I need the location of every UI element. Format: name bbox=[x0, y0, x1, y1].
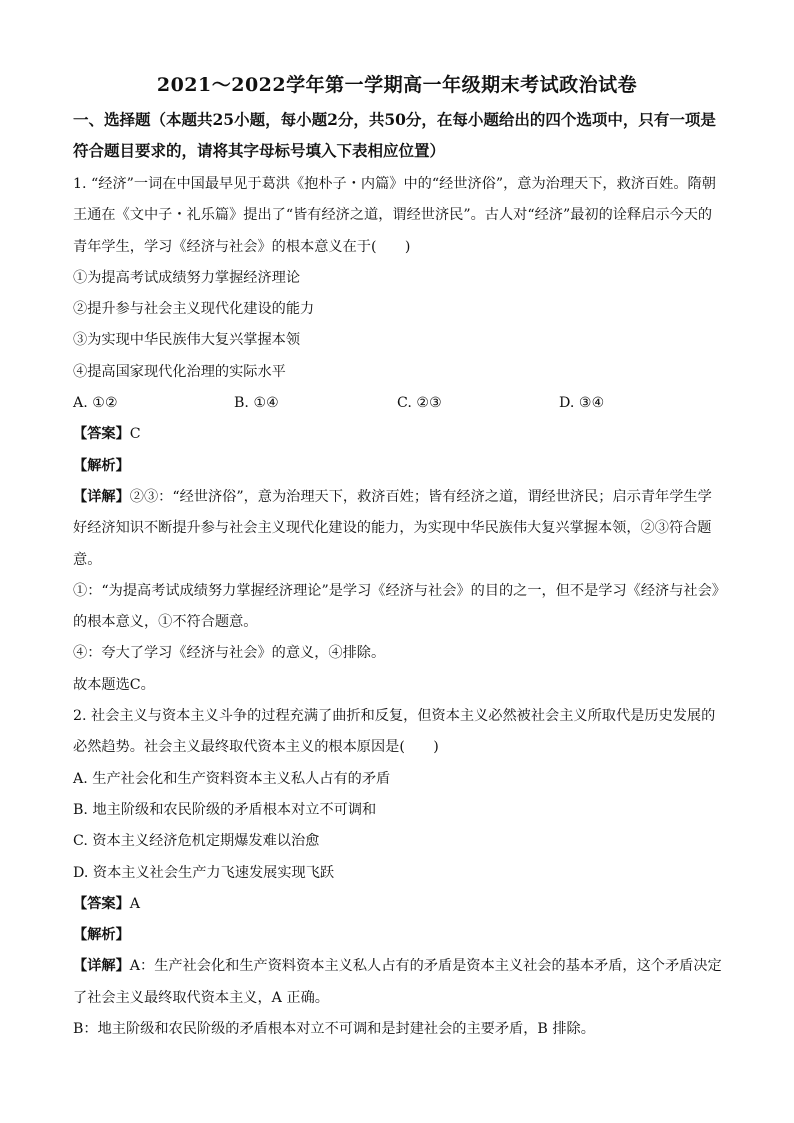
section-heading: 一、选择题（本题共25小题，每小题2分，共50分，在每小题给出的四个选项中，只有一项是符合题目要求的，请将其字母标号填入下表相应位置） bbox=[73, 110, 716, 160]
analysis-tag: 【解析】 bbox=[73, 457, 130, 474]
q2-answer bbox=[73, 889, 723, 920]
q1-options bbox=[73, 388, 723, 419]
q1-item: ③为实现中华民族伟大复兴掌握本领 bbox=[73, 332, 301, 349]
q1-detail-line: ①：“为提高考试成绩努力掌握经济理论”是学习《经济与社会》的目的之一，但不是学习《经济与社会》的根本意义，①不符合题意。 bbox=[73, 582, 719, 631]
q2-analysis bbox=[73, 920, 723, 951]
q1-option-a: A. ①② bbox=[73, 395, 118, 412]
q1-stem: 1. “经济”一词在中国最早见于葛洪《抱朴子・内篇》中的“经世济俗”，意为治理天下，救济百姓。隋朝王通在《文中子・礼乐篇》提出了“皆有经济之道，谓经世济民”。古人对“经济”最初的诠释启示今天的青年学生，学习《经济与社会》的根本意义在于( ) bbox=[73, 176, 716, 255]
answer-value: A bbox=[129, 895, 141, 912]
q1-detail bbox=[73, 482, 723, 576]
q1-option-d: D. ③④ bbox=[559, 395, 605, 412]
q2-option-b: B. 地主阶级和农民阶级的矛盾根本对立不可调和 bbox=[73, 801, 377, 818]
q2-detail-line: B：地主阶级和农民阶级的矛盾根本对立不可调和是封建社会的主要矛盾，B 排除。 bbox=[73, 1021, 595, 1038]
answer-value: C bbox=[129, 426, 141, 443]
q1-item: ①为提高考试成绩努力掌握经济理论 bbox=[73, 269, 301, 286]
q2-option-d: D. 资本主义社会生产力飞速发展实现飞跃 bbox=[73, 864, 335, 881]
q1-option-b: B. ①④ bbox=[234, 395, 279, 412]
question-body bbox=[73, 169, 723, 1045]
q1-detail-line: ④：夸大了学习《经济与社会》的意义，④排除。 bbox=[73, 645, 386, 662]
answer-tag: 【答案】 bbox=[73, 426, 130, 443]
q1-analysis bbox=[73, 451, 723, 482]
q2-option-a: A. 生产社会化和生产资料资本主义私人占有的矛盾 bbox=[73, 770, 391, 787]
detail-text: ②③：“经世济俗”，意为治理天下，救济百姓；皆有经济之道，谓经世济民；启示青年学生学好经济知识不断提升参与社会主义现代化建设的能力，为实现中华民族伟大复兴掌握本领，②③符合题意。 bbox=[73, 488, 712, 568]
answer-tag: 【答案】 bbox=[73, 895, 130, 912]
q2-detail bbox=[73, 951, 723, 1014]
q1-item: ④提高国家现代化治理的实际水平 bbox=[73, 363, 286, 380]
q1-detail-line: 故本题选C。 bbox=[73, 676, 155, 693]
detail-text: A：生产社会化和生产资料资本主义私人占有的矛盾是资本主义社会的基本矛盾，这个矛盾决定了社会主义最终取代资本主义，A 正确。 bbox=[73, 958, 722, 1006]
q2-option-c: C. 资本主义经济危机定期爆发难以治愈 bbox=[73, 833, 320, 850]
q1-item: ②提升参与社会主义现代化建设的能力 bbox=[73, 301, 315, 318]
q1-answer bbox=[73, 419, 723, 450]
page-title: 2021～2022学年第一学期高一年级期末考试政治试卷 bbox=[156, 74, 638, 96]
analysis-tag: 【解析】 bbox=[73, 927, 130, 944]
q2-stem: 2. 社会主义与资本主义斗争的过程充满了曲折和反复，但资本主义必然被社会主义所取代是历史发展的必然趋势。社会主义最终取代资本主义的根本原因是( ) bbox=[73, 708, 716, 756]
q1-option-c: C. ②③ bbox=[397, 395, 442, 412]
detail-tag: 【详解】 bbox=[73, 958, 130, 975]
detail-tag: 【详解】 bbox=[73, 488, 130, 505]
